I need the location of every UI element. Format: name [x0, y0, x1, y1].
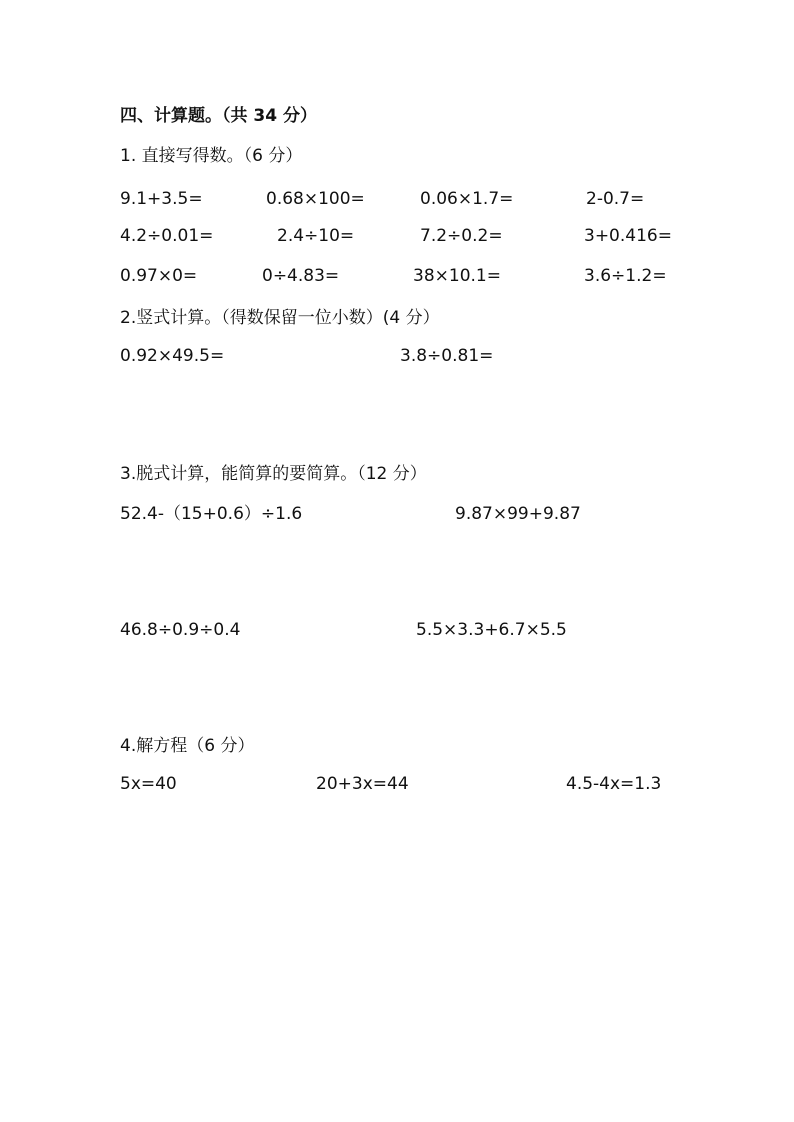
q3-r2-c2: 5.5×3.3+6.7×5.5: [416, 620, 567, 640]
q1-r1-c2: 0.68×100=: [266, 189, 365, 209]
q1-r2-c4: 3+0.416=: [584, 226, 672, 246]
q1-r1-c1: 9.1+3.5=: [120, 189, 203, 209]
q1-r2-c2: 2.4÷10=: [277, 226, 355, 246]
q1-r3-c4: 3.6÷1.2=: [584, 266, 667, 286]
q4-item-3: 4.5-4x=1.3: [566, 774, 662, 794]
q2-heading: 2.竖式计算。（得数保留一位小数）(4 分）: [120, 308, 440, 328]
q3-r1-c1: 52.4-（15+0.6）÷1.6: [120, 504, 303, 524]
q1-r1-c4: 2-0.7=: [586, 189, 645, 209]
section-title: 四、计算题。（共 34 分）: [120, 106, 317, 126]
q2-item-1: 0.92×49.5=: [120, 346, 225, 366]
q3-r2-c1: 46.8÷0.9÷0.4: [120, 620, 241, 640]
q1-r2-c1: 4.2÷0.01=: [120, 226, 214, 246]
q4-item-2: 20+3x=44: [316, 774, 409, 794]
q1-r1-c3: 0.06×1.7=: [420, 189, 514, 209]
q1-r3-c3: 38×10.1=: [413, 266, 501, 286]
q1-r3-c1: 0.97×0=: [120, 266, 198, 286]
q4-item-1: 5x=40: [120, 774, 177, 794]
q1-r2-c3: 7.2÷0.2=: [420, 226, 503, 246]
q3-heading: 3.脱式计算，能简算的要简算。（12 分）: [120, 464, 427, 484]
q2-item-2: 3.8÷0.81=: [400, 346, 494, 366]
q1-r3-c2: 0÷4.83=: [262, 266, 340, 286]
q1-heading: 1. 直接写得数。（6 分）: [120, 146, 303, 166]
q3-r1-c2: 9.87×99+9.87: [455, 504, 581, 524]
q4-heading: 4.解方程（6 分）: [120, 736, 255, 756]
